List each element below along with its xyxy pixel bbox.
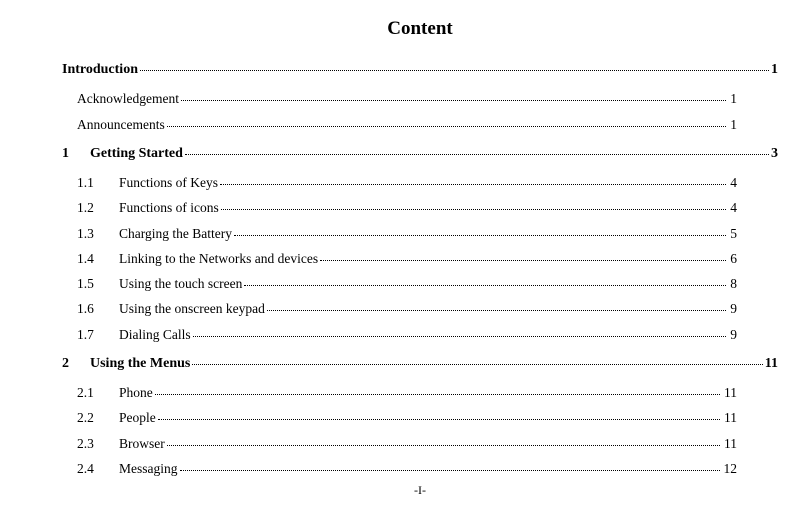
page-title: Content [387,18,453,39]
toc-entry-page: 11 [764,356,778,371]
toc-dot-leader [158,410,720,420]
toc-entry-page: 11 [724,385,737,400]
toc-entry-number: 2.3 [77,436,94,451]
toc-section-entry[interactable] [77,226,737,242]
toc-entry-page: 11 [724,436,737,451]
toc-dot-leader [167,117,727,127]
toc-entry-page: 9 [730,327,737,342]
toc-dot-leader [180,461,720,471]
toc-entry-number: 1.1 [77,175,94,190]
toc-entry-page: 4 [730,200,737,215]
toc-entry-number: 1.3 [77,226,94,241]
toc-section-entry[interactable] [77,301,737,317]
toc-dot-leader [192,355,762,365]
toc-dot-leader [155,385,720,395]
toc-entry-title: Functions of Keys [119,175,218,190]
toc-entry-title: Messaging [119,461,178,476]
toc-entry-page: 8 [730,276,737,291]
toc-entry-page: 1 [771,62,778,77]
toc-entry-title: Using the Menus [90,356,191,371]
toc-section-entry[interactable] [77,251,737,267]
toc-entry-title: Browser [119,436,165,451]
toc-entry-number: 1.2 [77,200,94,215]
toc-section-entry[interactable] [77,385,737,401]
toc-entry-title: Charging the Battery [119,226,232,241]
toc-entry-page: 4 [730,175,737,190]
toc-dot-leader [244,276,726,286]
toc-chapter-entry[interactable] [62,62,778,78]
toc-entry-number: 1.7 [77,327,94,342]
toc-section-entry[interactable] [77,327,737,343]
toc-chapter-entry[interactable] [62,146,778,162]
toc-dot-leader [267,301,726,311]
toc-section-entry[interactable] [77,436,737,452]
toc-dot-leader [221,200,727,210]
toc-dot-leader [234,226,726,236]
toc-entry-number: 1 [62,146,69,161]
toc-entry-page: 11 [724,410,737,425]
toc-dot-leader [320,251,726,261]
toc-dot-leader [181,91,726,101]
toc-dot-leader [167,436,720,446]
toc-section-entry[interactable] [77,200,737,216]
toc-entry-title: Introduction [62,62,138,77]
toc-entry-title: Announcements [77,117,165,132]
toc-entry-page: 1 [730,91,737,106]
toc-section-entry[interactable] [77,276,737,292]
toc-entry-number: 2.1 [77,385,94,400]
toc-entry-title: Acknowledgement [77,91,179,106]
toc-entry-title: Getting Started [90,146,183,161]
toc-entry-title: Using the touch screen [119,276,243,291]
page-number-footer: -I- [414,483,426,497]
toc-entry-page: 3 [771,146,778,161]
toc-entry-title: People [119,410,156,425]
toc-dot-leader [185,145,769,155]
toc-section-entry[interactable] [77,91,737,107]
toc-entry-title: Linking to the Networks and devices [119,251,319,266]
toc-dot-leader [220,175,726,185]
toc-section-entry[interactable] [77,175,737,191]
toc-section-entry[interactable] [77,461,737,477]
toc-entry-number: 2 [62,356,69,371]
toc-entry-title: Using the onscreen keypad [119,301,265,316]
toc-dot-leader [140,61,769,71]
toc-entry-number: 1.4 [77,251,94,266]
toc-section-entry[interactable] [77,117,737,133]
toc-entry-title: Phone [119,385,153,400]
toc-entry-page: 5 [730,226,737,241]
toc-entry-page: 6 [730,251,737,266]
toc-chapter-entry[interactable] [62,356,778,372]
toc-entry-number: 2.2 [77,410,94,425]
toc-entry-title: Dialing Calls [119,327,191,342]
toc-entry-page: 12 [723,461,737,476]
toc-entry-page: 1 [730,117,737,132]
toc-entry-page: 9 [730,301,737,316]
toc-entry-number: 2.4 [77,461,94,476]
toc-entry-number: 1.5 [77,276,94,291]
toc-entry-number: 1.6 [77,301,94,316]
toc-entry-title: Functions of icons [119,200,219,215]
toc-section-entry[interactable] [77,410,737,426]
toc-dot-leader [193,327,727,337]
